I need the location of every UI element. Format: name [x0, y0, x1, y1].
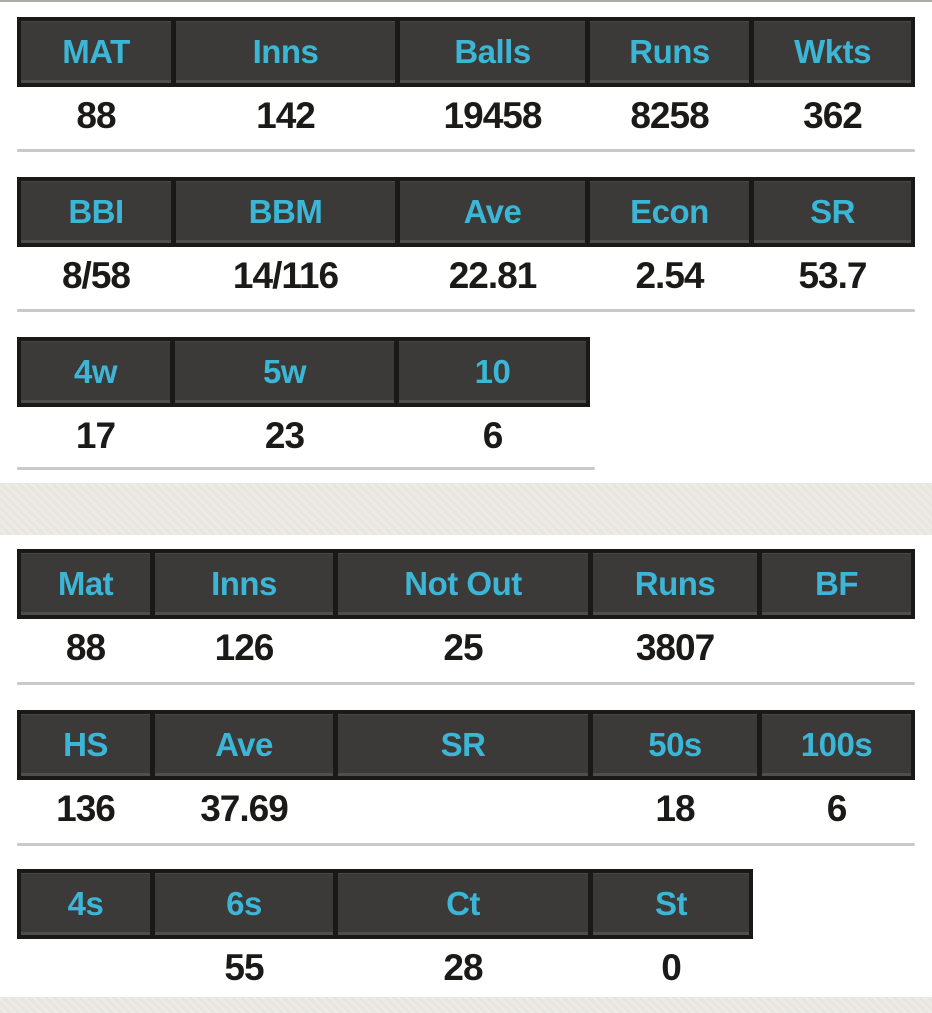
header-cell-wkts: Wkts	[754, 21, 911, 83]
header-cell-not-out: Not Out	[338, 553, 588, 615]
batting-fielding-table	[17, 869, 753, 997]
value-runs: 8258	[630, 95, 709, 136]
bottom-band	[0, 997, 932, 1013]
value-row	[17, 247, 915, 305]
value-balls: 19458	[443, 95, 542, 136]
value-wkts: 362	[803, 95, 862, 136]
header-cell-ave: Ave	[155, 714, 333, 776]
value-bbm: 14/116	[232, 255, 339, 296]
top-edge-line	[0, 0, 932, 2]
value-row	[17, 939, 753, 997]
value-hs: 136	[56, 788, 115, 829]
value-mat: 88	[76, 95, 116, 136]
value-row	[17, 780, 915, 838]
value-econ: 2.54	[635, 255, 704, 296]
header-row	[17, 177, 915, 247]
value-ct: 28	[443, 947, 483, 988]
header-cell-runs: Runs	[593, 553, 757, 615]
value-4w: 17	[75, 415, 116, 456]
value-100s: 6	[826, 788, 847, 829]
separator-band	[0, 483, 932, 535]
header-cell-bbi: BBI	[21, 181, 171, 243]
header-cell-10: 10	[399, 341, 586, 403]
section-divider	[17, 682, 915, 685]
value-sr: 53.7	[798, 255, 867, 296]
batting-overall-table	[17, 549, 915, 677]
header-cell-bf: BF	[762, 553, 911, 615]
value-bbi: 8/58	[61, 255, 130, 296]
value-50s: 18	[655, 788, 695, 829]
header-cell-inns: Inns	[155, 553, 333, 615]
header-row	[17, 337, 590, 407]
header-cell-runs: Runs	[590, 21, 749, 83]
header-cell-6s: 6s	[155, 873, 333, 935]
value-5w: 23	[264, 415, 305, 456]
value-st: 0	[661, 947, 681, 988]
header-cell-bbm: BBM	[176, 181, 395, 243]
value-ave: 37.69	[200, 788, 288, 829]
value-row	[17, 87, 915, 145]
value-not-out: 25	[443, 627, 483, 668]
header-row	[17, 17, 915, 87]
header-cell-balls: Balls	[400, 21, 585, 83]
header-cell-mat: Mat	[21, 553, 150, 615]
value-mat: 88	[65, 627, 106, 668]
header-cell-st: St	[593, 873, 749, 935]
header-cell-ave: Ave	[400, 181, 585, 243]
header-cell-sr: SR	[338, 714, 588, 776]
value-runs: 3807	[635, 627, 715, 668]
bowling-best-table	[17, 177, 915, 305]
header-row	[17, 549, 915, 619]
header-cell-econ: Econ	[590, 181, 749, 243]
value-row	[17, 619, 915, 677]
section-divider	[17, 843, 915, 846]
section-divider	[17, 309, 915, 312]
bowling-overall-table	[17, 17, 915, 145]
header-row	[17, 710, 915, 780]
header-cell-hs: HS	[21, 714, 150, 776]
section-divider	[17, 149, 915, 152]
bowling-hauls-table	[17, 337, 590, 465]
header-cell-4s: 4s	[21, 873, 150, 935]
header-cell-mat: MAT	[21, 21, 171, 83]
value-10: 6	[482, 415, 503, 456]
header-cell-4w: 4w	[21, 341, 170, 403]
value-6s: 55	[224, 947, 264, 988]
section-divider	[17, 467, 595, 470]
header-cell-inns: Inns	[176, 21, 395, 83]
value-inns: 142	[256, 95, 315, 136]
header-cell-100s: 100s	[762, 714, 911, 776]
value-row	[17, 407, 590, 465]
header-cell-5w: 5w	[175, 341, 394, 403]
header-row	[17, 869, 753, 939]
value-ave: 22.81	[448, 255, 537, 296]
header-cell-50s: 50s	[593, 714, 757, 776]
batting-average-table	[17, 710, 915, 838]
value-inns: 126	[214, 627, 274, 668]
header-cell-ct: Ct	[338, 873, 588, 935]
header-cell-sr: SR	[754, 181, 911, 243]
